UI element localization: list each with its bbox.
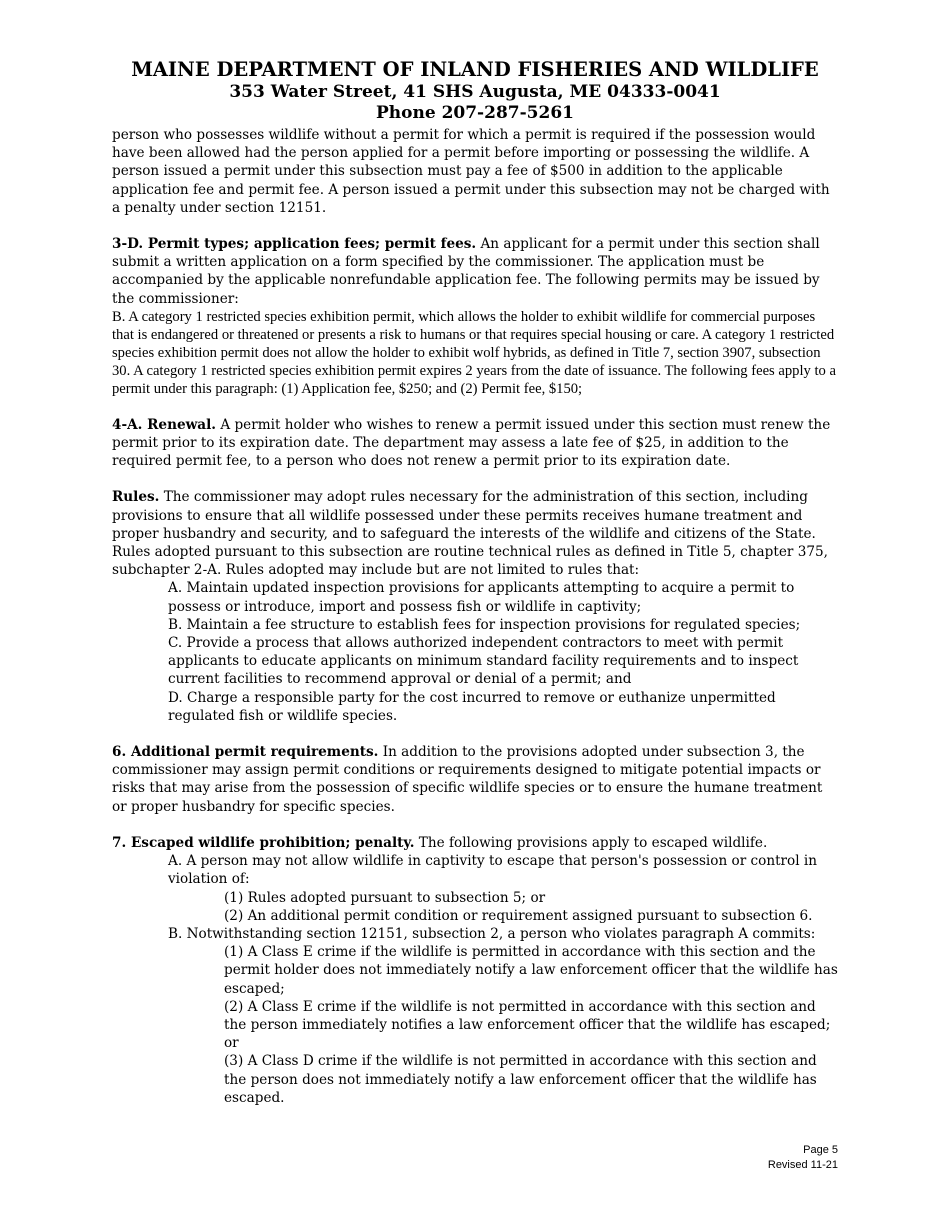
section-6: 6. Additional permit requirements. In addition to the provisions adopted under subsection 3, the commissioner may assign permit conditions or requirements designed to mitigate potential impacts or risks that may arise from the possession of specific wildlife species or to ensure the humane treatment or proper husbandry for specific species. [112,744,823,815]
section-3d-text: An applicant for a permit under this section shall submit a written application on a form specified by the commissioner. The application must be accompanied by the applicable nonrefundable application fee. The following permits may be issued by the commissioner: [112,236,820,307]
rules-heading: Rules. [112,489,160,506]
section-4a-number: 4-A [112,416,138,433]
section-4a: 4-A. Renewal. A permit holder who wishes to renew a permit issued under this section must renew the permit prior to its expiration date. The department may assess a late fee of $25, in addition to the required permit fee, to a person who does not renew a permit prior to its expiration date. [112,416,831,470]
rules-section [112,488,840,579]
section-6-number: 6 [112,744,122,761]
section-4a-heading: Renewal. [147,416,217,433]
rules-item-a: A. Maintain updated inspection provisions for applicants attempting to acquire a permit to possess or introduce, import and possess fish or wildlife in captivity; [168,580,795,615]
section-3d-heading: Permit types; application fees; permit fees. [147,236,477,253]
department-address: 353 Water Street, 41 SHS Augusta, ME 04333-0041 [229,82,721,102]
rules-item-d: D. Charge a responsible party for the cost incurred to remove or euthanize unpermitted regulated fish or wildlife species. [168,689,776,724]
section-3d-item-b: B. A category 1 restricted species exhibition permit, which allows the holder to exhibit wildlife for commercial purposes that is endangered or threatened or presents a risk to humans or that requires special housing or care. A category 1 restricted species exhibition permit does not allow the holder to exhibit wolf hybrids, as defined in Title 7, section 3907, subsection 30. A category 1 restricted species exhibition permit expires 2 years from the date of issuance. The following fees apply to a permit under this paragraph: (1) Application fee, $250; and (2) Permit fee, $150; [112,308,836,397]
page-number: Page 5 [803,1144,838,1156]
letterhead [0,58,950,124]
section-7-number: 7 [112,834,122,851]
section-7-b-item-1: (1) A Class E crime if the wildlife is permitted in accordance with this section and the permit holder does not immediately notify a law enforcement officer that the wildlife has escaped; [224,944,838,997]
section-7-para-b: B. Notwithstanding section 12151, subsection 2, a person who violates paragraph A commits: [168,925,816,942]
section-7-para-a: A. A person may not allow wildlife in captivity to escape that person's possession or control in violation of: [168,853,817,888]
document-body [112,126,840,1107]
section-3d-number: 3-D [112,236,139,253]
section-6-heading: Additional permit requirements. [130,744,379,761]
section-6-text: In addition to the provisions adopted under subsection 3, the commissioner may assign permit conditions or requirements designed to mitigate potential impacts or risks that may arise from the possession of specific wildlife species or to ensure the humane treatment or proper husbandry for specific species. [112,744,823,815]
department-title: MAINE DEPARTMENT OF INLAND FISHERIES AND WILDLIFE [131,58,819,81]
rules-text: The commissioner may adopt rules necessary for the administration of this section, including provisions to ensure that all wildlife possessed under these permits receives humane treatment and proper husbandry and security, and to safeguard the interests of the wildlife and citizens of the State. Rules adopted pursuant to this subsection are routine technical rules as defined in Title 5, chapter 375, subchapter 2-A. Rules adopted may include but are not limited to rules that: [112,489,828,579]
section-7-a-item-1: (1) Rules adopted pursuant to subsection 5; or [224,889,546,906]
section-7-heading: Escaped wildlife prohibition; penalty. [130,834,415,851]
section-7-b-item-2: (2) A Class E crime if the wildlife is not permitted in accordance with this section and the person immediately notifies a law enforcement officer that the wildlife has escaped; or [224,998,831,1052]
page-footer [768,1143,838,1173]
rules-item-c: C. Provide a process that allows authorized independent contractors to meet with permit applicants to educate applicants on minimum standard facility requirements and to inspect current facilities to recommend approval or denial of a permit; and [168,635,799,688]
section-7-a-item-2: (2) An additional permit condition or requirement assigned pursuant to subsection 6. [224,907,813,924]
section-3d: 3-D. Permit types; application fees; permit fees. An applicant for a permit under this section shall submit a written application on a form specified by the commissioner. The application must be accompanied by the applicable nonrefundable application fee. The following permits may be issued by the commissioner: [112,236,820,307]
rules-item-b: B. Maintain a fee structure to establish fees for inspection provisions for regulated species; [168,616,801,633]
section-4a-text: A permit holder who wishes to renew a permit issued under this section must renew the permit prior to its expiration date. The department may assess a late fee of $25, in addition to the required permit fee, to a person who does not renew a permit prior to its expiration date. [112,416,831,470]
section-7-b-item-3: (3) A Class D crime if the wildlife is not permitted in accordance with this section and the person does not immediately notify a law enforcement officer that the wildlife has escaped. [224,1053,817,1106]
section-7-text: The following provisions apply to escaped wildlife. [414,834,768,851]
department-phone: Phone 207-287-5261 [376,103,574,123]
revision-date: Revised 11-21 [767,1159,838,1171]
intro-paragraph: person who possesses wildlife without a permit for which a permit is required if the possession would have been allowed had the person applied for a permit before importing or possessing the wildlife. A person issued a permit under this subsection must pay a fee of $500 in addition to the applicable application fee and permit fee. A person issued a permit under this subsection may not be charged with a penalty under section 12151. [112,127,830,216]
section-7: 7. Escaped wildlife prohibition; penalty. The following provisions apply to escaped wildlife. [112,834,768,851]
